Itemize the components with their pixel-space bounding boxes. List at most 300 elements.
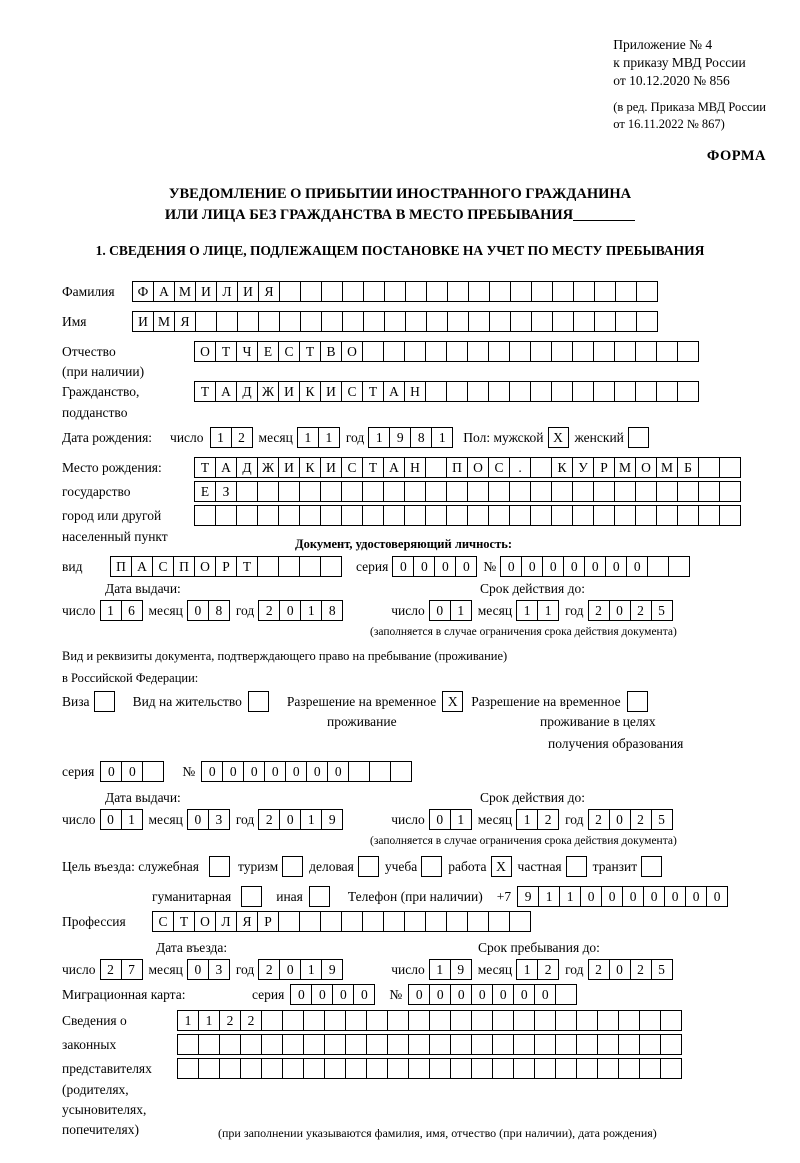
char-cell[interactable]: 0 — [601, 886, 623, 907]
char-cell[interactable] — [362, 911, 384, 932]
char-cell[interactable] — [597, 1034, 619, 1055]
char-cell[interactable] — [279, 311, 301, 332]
char-cell[interactable] — [278, 911, 300, 932]
char-cell[interactable] — [446, 481, 468, 502]
char-cell[interactable] — [282, 1010, 304, 1031]
char-cell[interactable] — [219, 1058, 241, 1079]
char-cell[interactable] — [362, 481, 384, 502]
purpose-other-checkbox[interactable] — [309, 886, 330, 907]
char-cell[interactable]: С — [278, 341, 300, 362]
char-cell[interactable] — [345, 1010, 367, 1031]
char-cell[interactable]: А — [383, 381, 405, 402]
char-cell[interactable]: 0 — [609, 600, 631, 621]
temp-residence-checkbox[interactable]: X — [442, 691, 463, 712]
char-cell[interactable] — [614, 505, 636, 526]
char-cell[interactable] — [594, 281, 616, 302]
char-cell[interactable]: 0 — [332, 984, 354, 1005]
char-cell[interactable]: С — [341, 457, 363, 478]
char-cell[interactable] — [341, 911, 363, 932]
char-cell[interactable]: 0 — [450, 984, 472, 1005]
char-cell[interactable]: 0 — [492, 984, 514, 1005]
char-cell[interactable] — [530, 505, 552, 526]
char-cell[interactable]: 1 — [210, 427, 232, 448]
char-cell[interactable]: 8 — [208, 600, 230, 621]
char-cell[interactable]: Д — [236, 457, 258, 478]
purpose-private-checkbox[interactable] — [566, 856, 587, 877]
char-cell[interactable]: 9 — [321, 809, 343, 830]
char-cell[interactable]: А — [215, 381, 237, 402]
char-cell[interactable]: 1 — [300, 959, 322, 980]
char-cell[interactable] — [593, 381, 615, 402]
char-cell[interactable] — [488, 381, 510, 402]
purpose-tourism-checkbox[interactable] — [282, 856, 303, 877]
char-cell[interactable] — [489, 311, 511, 332]
char-cell[interactable]: Е — [257, 341, 279, 362]
char-cell[interactable]: 3 — [208, 959, 230, 980]
char-cell[interactable] — [345, 1034, 367, 1055]
char-cell[interactable] — [383, 911, 405, 932]
char-cell[interactable]: 6 — [121, 600, 143, 621]
char-cell[interactable]: И — [320, 457, 342, 478]
char-cell[interactable] — [261, 1010, 283, 1031]
char-cell[interactable]: 1 — [300, 809, 322, 830]
char-cell[interactable]: И — [278, 381, 300, 402]
char-cell[interactable] — [240, 1034, 262, 1055]
char-cell[interactable] — [321, 311, 343, 332]
char-cell[interactable] — [303, 1058, 325, 1079]
char-cell[interactable] — [425, 341, 447, 362]
char-cell[interactable] — [593, 341, 615, 362]
char-cell[interactable] — [404, 505, 426, 526]
char-cell[interactable] — [489, 281, 511, 302]
birth-day-input[interactable] — [210, 427, 253, 448]
char-cell[interactable]: 9 — [389, 427, 411, 448]
char-cell[interactable]: П — [173, 556, 195, 577]
stay-doc-issue-day-input[interactable] — [100, 809, 143, 830]
char-cell[interactable] — [468, 281, 490, 302]
char-cell[interactable] — [177, 1058, 199, 1079]
char-cell[interactable]: Т — [173, 911, 195, 932]
char-cell[interactable]: 0 — [413, 556, 435, 577]
char-cell[interactable] — [426, 311, 448, 332]
char-cell[interactable]: Е — [194, 481, 216, 502]
char-cell[interactable]: Я — [236, 911, 258, 932]
stay-doc-series-input[interactable] — [100, 761, 164, 782]
char-cell[interactable]: 0 — [290, 984, 312, 1005]
stay-doc-issue-month-input[interactable] — [187, 809, 230, 830]
char-cell[interactable] — [348, 761, 370, 782]
char-cell[interactable]: 1 — [431, 427, 453, 448]
char-cell[interactable] — [636, 311, 658, 332]
id-doc-number-input[interactable] — [500, 556, 690, 577]
char-cell[interactable] — [257, 556, 279, 577]
birth-place-line-3[interactable] — [194, 505, 741, 526]
char-cell[interactable]: С — [152, 911, 174, 932]
char-cell[interactable] — [324, 1034, 346, 1055]
char-cell[interactable]: 0 — [513, 984, 535, 1005]
birth-year-input[interactable] — [368, 427, 453, 448]
char-cell[interactable]: 0 — [626, 556, 648, 577]
char-cell[interactable]: 0 — [622, 886, 644, 907]
char-cell[interactable]: 2 — [630, 959, 652, 980]
char-cell[interactable] — [258, 311, 280, 332]
char-cell[interactable] — [363, 281, 385, 302]
purpose-humanitarian-checkbox[interactable] — [241, 886, 262, 907]
char-cell[interactable]: Р — [593, 457, 615, 478]
char-cell[interactable]: Т — [362, 457, 384, 478]
char-cell[interactable] — [573, 311, 595, 332]
char-cell[interactable]: 1 — [429, 959, 451, 980]
char-cell[interactable] — [639, 1034, 661, 1055]
char-cell[interactable] — [660, 1034, 682, 1055]
char-cell[interactable]: С — [152, 556, 174, 577]
char-cell[interactable] — [555, 1010, 577, 1031]
char-cell[interactable]: 2 — [258, 959, 280, 980]
char-cell[interactable] — [534, 1010, 556, 1031]
char-cell[interactable]: 2 — [231, 427, 253, 448]
char-cell[interactable] — [369, 761, 391, 782]
char-cell[interactable] — [447, 281, 469, 302]
char-cell[interactable] — [425, 911, 447, 932]
char-cell[interactable] — [384, 281, 406, 302]
char-cell[interactable]: А — [215, 457, 237, 478]
char-cell[interactable]: Т — [299, 341, 321, 362]
char-cell[interactable]: Д — [236, 381, 258, 402]
char-cell[interactable]: . — [509, 457, 531, 478]
purpose-study-checkbox[interactable] — [421, 856, 442, 877]
purpose-business-checkbox[interactable] — [358, 856, 379, 877]
char-cell[interactable] — [531, 281, 553, 302]
char-cell[interactable]: Р — [215, 556, 237, 577]
char-cell[interactable]: 7 — [121, 959, 143, 980]
char-cell[interactable]: И — [132, 311, 154, 332]
char-cell[interactable] — [366, 1058, 388, 1079]
char-cell[interactable] — [719, 505, 741, 526]
char-cell[interactable] — [383, 481, 405, 502]
char-cell[interactable] — [408, 1010, 430, 1031]
char-cell[interactable] — [429, 1010, 451, 1031]
migration-card-number-input[interactable] — [408, 984, 577, 1005]
char-cell[interactable] — [450, 1010, 472, 1031]
id-doc-valid-month-input[interactable] — [516, 600, 559, 621]
char-cell[interactable] — [450, 1034, 472, 1055]
stay-doc-valid-year-input[interactable] — [588, 809, 673, 830]
char-cell[interactable]: 0 — [187, 600, 209, 621]
char-cell[interactable]: 0 — [353, 984, 375, 1005]
char-cell[interactable] — [510, 281, 532, 302]
char-cell[interactable]: 1 — [450, 600, 472, 621]
char-cell[interactable]: 0 — [643, 886, 665, 907]
char-cell[interactable]: 0 — [685, 886, 707, 907]
char-cell[interactable] — [425, 457, 447, 478]
char-cell[interactable] — [488, 341, 510, 362]
id-doc-issue-year-input[interactable] — [258, 600, 343, 621]
char-cell[interactable] — [303, 1010, 325, 1031]
char-cell[interactable] — [510, 311, 532, 332]
entry-month-input[interactable] — [187, 959, 230, 980]
char-cell[interactable]: А — [131, 556, 153, 577]
char-cell[interactable] — [236, 505, 258, 526]
char-cell[interactable]: Л — [215, 911, 237, 932]
char-cell[interactable] — [362, 341, 384, 362]
char-cell[interactable] — [513, 1034, 535, 1055]
char-cell[interactable] — [531, 311, 553, 332]
char-cell[interactable] — [555, 984, 577, 1005]
char-cell[interactable] — [551, 505, 573, 526]
char-cell[interactable] — [195, 311, 217, 332]
char-cell[interactable] — [551, 481, 573, 502]
char-cell[interactable]: 0 — [100, 809, 122, 830]
char-cell[interactable] — [660, 1058, 682, 1079]
char-cell[interactable] — [387, 1034, 409, 1055]
legal-rep-row-2[interactable] — [177, 1034, 682, 1055]
char-cell[interactable]: 2 — [588, 600, 610, 621]
char-cell[interactable] — [177, 1034, 199, 1055]
char-cell[interactable] — [198, 1058, 220, 1079]
char-cell[interactable] — [551, 341, 573, 362]
legal-rep-row-3[interactable] — [177, 1058, 682, 1079]
char-cell[interactable] — [492, 1058, 514, 1079]
char-cell[interactable]: 2 — [537, 959, 559, 980]
char-cell[interactable]: Т — [194, 381, 216, 402]
char-cell[interactable]: Ж — [257, 457, 279, 478]
char-cell[interactable]: 1 — [516, 809, 538, 830]
char-cell[interactable] — [426, 281, 448, 302]
char-cell[interactable] — [257, 505, 279, 526]
char-cell[interactable]: И — [195, 281, 217, 302]
char-cell[interactable]: О — [194, 341, 216, 362]
id-doc-type-input[interactable] — [110, 556, 342, 577]
char-cell[interactable]: З — [215, 481, 237, 502]
char-cell[interactable] — [404, 341, 426, 362]
char-cell[interactable]: 2 — [100, 959, 122, 980]
name-input[interactable] — [132, 311, 658, 332]
char-cell[interactable]: 0 — [706, 886, 728, 907]
char-cell[interactable] — [390, 761, 412, 782]
char-cell[interactable] — [635, 481, 657, 502]
char-cell[interactable]: Ж — [257, 381, 279, 402]
char-cell[interactable]: Т — [194, 457, 216, 478]
char-cell[interactable]: П — [446, 457, 468, 478]
char-cell[interactable]: 2 — [240, 1010, 262, 1031]
char-cell[interactable] — [300, 281, 322, 302]
stay-doc-valid-day-input[interactable] — [429, 809, 472, 830]
char-cell[interactable] — [530, 457, 552, 478]
char-cell[interactable] — [404, 481, 426, 502]
char-cell[interactable] — [405, 281, 427, 302]
birth-month-input[interactable] — [297, 427, 340, 448]
char-cell[interactable]: 0 — [222, 761, 244, 782]
char-cell[interactable] — [342, 281, 364, 302]
char-cell[interactable] — [698, 481, 720, 502]
char-cell[interactable]: 0 — [100, 761, 122, 782]
char-cell[interactable] — [719, 457, 741, 478]
char-cell[interactable] — [142, 761, 164, 782]
char-cell[interactable] — [488, 505, 510, 526]
char-cell[interactable]: 0 — [664, 886, 686, 907]
char-cell[interactable] — [530, 341, 552, 362]
char-cell[interactable]: 0 — [279, 600, 301, 621]
char-cell[interactable] — [594, 311, 616, 332]
char-cell[interactable] — [446, 911, 468, 932]
char-cell[interactable]: 0 — [327, 761, 349, 782]
char-cell[interactable] — [668, 556, 690, 577]
char-cell[interactable] — [636, 281, 658, 302]
char-cell[interactable] — [320, 505, 342, 526]
char-cell[interactable]: О — [467, 457, 489, 478]
char-cell[interactable]: 0 — [542, 556, 564, 577]
char-cell[interactable] — [299, 481, 321, 502]
char-cell[interactable] — [555, 1034, 577, 1055]
char-cell[interactable] — [593, 481, 615, 502]
char-cell[interactable]: К — [299, 457, 321, 478]
char-cell[interactable] — [363, 311, 385, 332]
char-cell[interactable]: К — [299, 381, 321, 402]
surname-input[interactable] — [132, 281, 658, 302]
char-cell[interactable]: С — [341, 381, 363, 402]
char-cell[interactable]: 2 — [258, 809, 280, 830]
char-cell[interactable] — [299, 911, 321, 932]
char-cell[interactable] — [236, 481, 258, 502]
char-cell[interactable] — [425, 505, 447, 526]
char-cell[interactable] — [299, 556, 321, 577]
char-cell[interactable] — [573, 281, 595, 302]
char-cell[interactable] — [639, 1058, 661, 1079]
char-cell[interactable] — [320, 556, 342, 577]
char-cell[interactable]: 0 — [580, 886, 602, 907]
char-cell[interactable] — [261, 1034, 283, 1055]
char-cell[interactable]: 1 — [318, 427, 340, 448]
char-cell[interactable]: Ф — [132, 281, 154, 302]
char-cell[interactable]: 0 — [279, 809, 301, 830]
char-cell[interactable]: 0 — [455, 556, 477, 577]
char-cell[interactable] — [576, 1058, 598, 1079]
char-cell[interactable]: И — [278, 457, 300, 478]
char-cell[interactable] — [614, 381, 636, 402]
char-cell[interactable]: М — [174, 281, 196, 302]
char-cell[interactable]: Б — [677, 457, 699, 478]
char-cell[interactable]: 1 — [300, 600, 322, 621]
char-cell[interactable]: 1 — [100, 600, 122, 621]
char-cell[interactable] — [635, 341, 657, 362]
char-cell[interactable] — [698, 505, 720, 526]
char-cell[interactable] — [614, 481, 636, 502]
char-cell[interactable]: 0 — [521, 556, 543, 577]
char-cell[interactable] — [300, 311, 322, 332]
char-cell[interactable] — [216, 311, 238, 332]
char-cell[interactable] — [597, 1010, 619, 1031]
char-cell[interactable]: 5 — [651, 959, 673, 980]
char-cell[interactable] — [492, 1010, 514, 1031]
char-cell[interactable]: М — [153, 311, 175, 332]
char-cell[interactable] — [677, 381, 699, 402]
char-cell[interactable]: П — [110, 556, 132, 577]
char-cell[interactable] — [635, 381, 657, 402]
char-cell[interactable]: 0 — [243, 761, 265, 782]
char-cell[interactable] — [467, 341, 489, 362]
char-cell[interactable]: 0 — [311, 984, 333, 1005]
char-cell[interactable] — [530, 481, 552, 502]
char-cell[interactable] — [429, 1058, 451, 1079]
char-cell[interactable] — [677, 481, 699, 502]
char-cell[interactable]: 0 — [285, 761, 307, 782]
char-cell[interactable] — [366, 1034, 388, 1055]
char-cell[interactable] — [405, 311, 427, 332]
char-cell[interactable] — [656, 505, 678, 526]
char-cell[interactable]: 0 — [434, 556, 456, 577]
char-cell[interactable] — [615, 281, 637, 302]
char-cell[interactable]: К — [551, 457, 573, 478]
id-doc-series-input[interactable] — [392, 556, 477, 577]
char-cell[interactable] — [618, 1034, 640, 1055]
char-cell[interactable] — [320, 481, 342, 502]
char-cell[interactable]: 1 — [121, 809, 143, 830]
char-cell[interactable]: 0 — [534, 984, 556, 1005]
char-cell[interactable] — [446, 505, 468, 526]
sex-female-checkbox[interactable] — [628, 427, 649, 448]
char-cell[interactable] — [279, 281, 301, 302]
char-cell[interactable]: Н — [404, 457, 426, 478]
char-cell[interactable] — [572, 505, 594, 526]
char-cell[interactable]: 0 — [201, 761, 223, 782]
char-cell[interactable]: М — [614, 457, 636, 478]
char-cell[interactable]: У — [572, 457, 594, 478]
char-cell[interactable]: О — [194, 911, 216, 932]
char-cell[interactable]: 0 — [121, 761, 143, 782]
char-cell[interactable] — [383, 341, 405, 362]
char-cell[interactable] — [615, 311, 637, 332]
char-cell[interactable]: В — [320, 341, 342, 362]
char-cell[interactable]: 2 — [258, 600, 280, 621]
char-cell[interactable] — [324, 1010, 346, 1031]
char-cell[interactable]: 2 — [537, 809, 559, 830]
id-doc-valid-year-input[interactable] — [588, 600, 673, 621]
char-cell[interactable]: 1 — [538, 886, 560, 907]
phone-input[interactable] — [517, 886, 728, 907]
char-cell[interactable] — [384, 311, 406, 332]
char-cell[interactable]: 0 — [429, 809, 451, 830]
char-cell[interactable]: 0 — [471, 984, 493, 1005]
char-cell[interactable]: Т — [362, 381, 384, 402]
char-cell[interactable]: 9 — [517, 886, 539, 907]
stay-doc-valid-month-input[interactable] — [516, 809, 559, 830]
char-cell[interactable] — [534, 1034, 556, 1055]
char-cell[interactable] — [324, 1058, 346, 1079]
char-cell[interactable] — [635, 505, 657, 526]
char-cell[interactable]: 8 — [321, 600, 343, 621]
char-cell[interactable] — [341, 505, 363, 526]
char-cell[interactable]: 1 — [516, 600, 538, 621]
char-cell[interactable]: 0 — [429, 600, 451, 621]
visa-checkbox[interactable] — [94, 691, 115, 712]
char-cell[interactable]: 2 — [630, 600, 652, 621]
char-cell[interactable]: О — [341, 341, 363, 362]
char-cell[interactable] — [552, 311, 574, 332]
char-cell[interactable]: 9 — [321, 959, 343, 980]
stay-year-input[interactable] — [588, 959, 673, 980]
profession-input[interactable] — [152, 911, 531, 932]
char-cell[interactable] — [618, 1058, 640, 1079]
char-cell[interactable]: Р — [257, 911, 279, 932]
stay-month-input[interactable] — [516, 959, 559, 980]
sex-male-checkbox[interactable]: X — [548, 427, 569, 448]
char-cell[interactable]: А — [153, 281, 175, 302]
char-cell[interactable] — [597, 1058, 619, 1079]
char-cell[interactable]: 0 — [187, 959, 209, 980]
char-cell[interactable] — [509, 341, 531, 362]
char-cell[interactable]: 1 — [537, 600, 559, 621]
char-cell[interactable]: 9 — [450, 959, 472, 980]
